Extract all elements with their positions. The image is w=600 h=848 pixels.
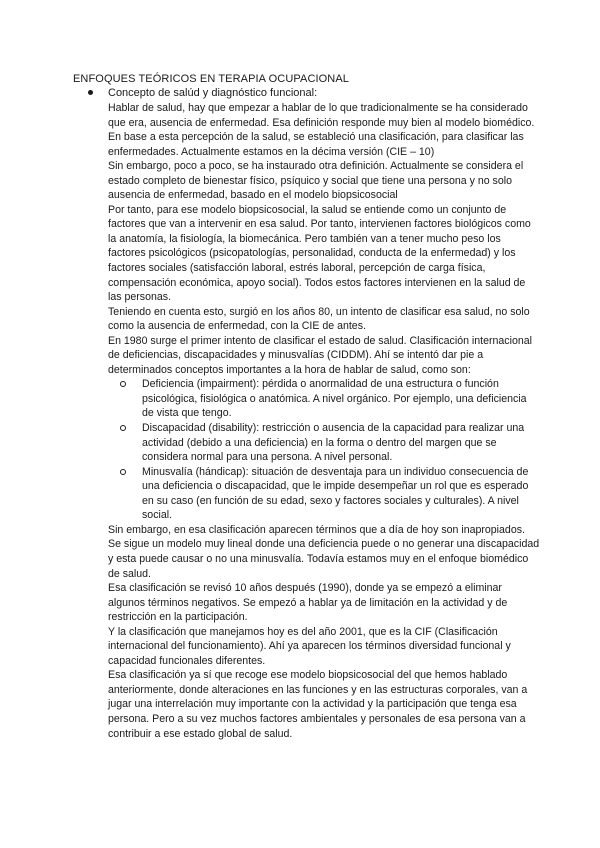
hollow-bullet-icon <box>120 381 126 387</box>
paragraph: En 1980 surge el primer intento de clasificar el estado de salud. Clasificación internacional de deficiencias, discapacidades y minusvalías (CIDDM). Ahí se intentó dar pie a determinados conceptos importantes a la hora de hablar de salud, como son: <box>108 334 532 376</box>
sublist-item-text: Deficiencia (impairment): pérdida o anormalidad de una estructura o función psicológica, fisiológica o anatómica. A nivel orgánico. Por ejemplo, una deficiencia de vista que tengo. <box>142 378 527 420</box>
sublist-item-text: Minusvalía (hándicap): situación de desventaja para un individuo consecuencia de una deficiencia o discapacidad, que le impide desempeñar un rol que es esperado en su caso (en función de su edad, sexo y factores sociales y culturales). A nivel social. <box>142 465 529 522</box>
bullet-heading: Concepto de salúd y diagnóstico funcional: <box>108 87 318 99</box>
paragraph: Sin embargo, en esa clasificación aparecen términos que a día de hoy son inapropiados. Se sigue un modelo muy lineal donde una deficiencia puede o no generar una discapacidad y esta puede causar o no una minusvalía. Todavía estamos muy en el enfoque biomédico de salud. <box>108 523 540 580</box>
document-body <box>108 101 540 741</box>
sublist-item <box>108 465 540 523</box>
sublist-item <box>108 377 540 421</box>
sublist-item-text: Discapacidad (disability): restricción o ausencia de la capacidad para realizar una actividad (debido a una deficiencia) en la forma o dentro del margen que se considera normal para una persona. A nivel personal. <box>142 422 525 464</box>
hollow-bullet-icon <box>120 469 126 475</box>
paragraph: Teniendo en cuenta esto, surgió en los años 80, un intento de clasificar esa salud, no solo como la ausencia de enfermedad, con la CIE de antes. <box>108 305 530 333</box>
paragraph: Sin embargo, poco a poco, se ha instaurado otra definición. Actualmente se considera el estado completo de bienestar físico, psíquico y social que tiene una persona y no solo ausencia de enfermedad, basado en el modelo biopsicosocial <box>108 160 524 202</box>
bullet-dot-icon <box>88 90 93 95</box>
document-title: ENFOQUES TEÓRICOS EN TERAPIA OCUPACIONAL <box>73 73 350 85</box>
paragraph: Esa clasificación ya sí que recoge ese modelo biopsicosocial del que hemos hablado anteriormente, donde alteraciones en las funciones y en las estructuras corporales, van a jugar una interrelación muy importante con la actividad y la participación que tenga esa persona. Pero a su vez muchos factores ambientales y personales de esa persona van a contribuir a ese estado global de salud. <box>108 669 528 740</box>
paragraph: Y la clasificación que manejamos hoy es del año 2001, que es la CIF (Clasificación internacional del funcionamiento). Ahí ya aparecen los términos diversidad funcional y capacidad funcionales diferentes. <box>108 625 511 667</box>
hollow-bullet-icon <box>120 425 126 431</box>
paragraph: Por tanto, para ese modelo biopsicosocial, la salud se entiende como un conjunto de factores que van a intervenir en esa salud. Por tanto, intervienen factores biológicos como la anatomía, la fisiología, la biomecánica. Pero también van a tener mucho peso los factores psicológicos (psicopatologías, personalidad, conducta de la enfermedad) y los factores sociales (satisfacción laboral, estrés laboral, percepción de carga física, compensación económica, apoyo social). Todos estos factores intervienen en la salud de las personas. <box>108 203 531 304</box>
concept-sublist <box>108 377 540 522</box>
paragraph: Esa clasificación se revisó 10 años después (1990), donde ya se empezó a eliminar algunos términos negativos. Se empezó a hablar ya de limitación en la actividad y de restricción en la participación. <box>108 582 508 624</box>
paragraph: Hablar de salud, hay que empezar a hablar de lo que tradicionalmente se ha considerado que era, ausencia de enfermedad. Esa definición responde muy bien al modelo biomédico. <box>108 102 535 129</box>
paragraph: En base a esta percepción de la salud, se estableció una clasificación, para clasificar las enfermedades. Actualmente estamos en la décima versión (CIE – 10) <box>108 131 524 158</box>
sublist-item <box>108 421 540 465</box>
